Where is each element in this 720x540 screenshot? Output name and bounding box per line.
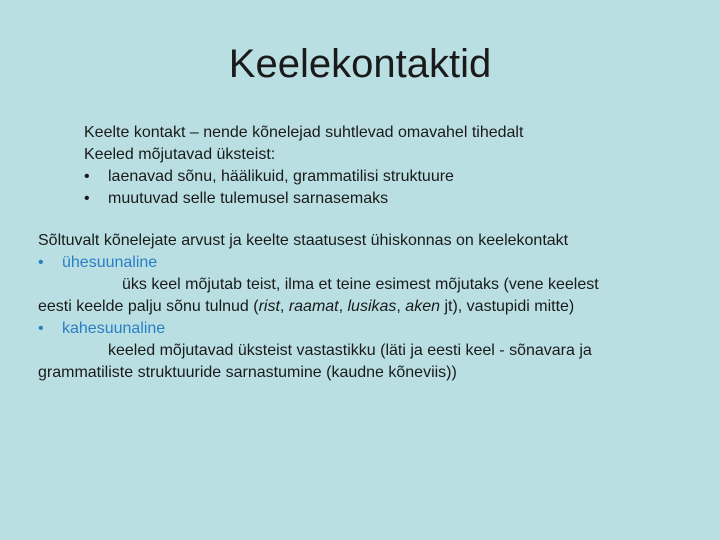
type-description-cont [38,296,668,318]
bullet-icon: • [84,168,90,185]
types-intro: Sõltuvalt kõnelejate arvust ja keelte staatusest ühiskonnas on keelekontakt [38,232,569,249]
type-description: keeled mõjutavad üksteist vastastikku (läti ja eesti keel - sõnavara ja [108,342,592,359]
bullet-text: muutuvad selle tulemusel sarnasemaks [108,190,389,207]
example-word: aken [405,298,440,315]
bullet-item [84,188,684,210]
type-label: ühesuunaline [62,254,158,271]
type-two-way [38,318,668,340]
definition-block [84,122,684,210]
slide-title: Keelekontaktid [228,42,492,86]
text-segment: jt), vastupidi mitte) [440,298,575,315]
type-description-cont: grammatiliste struktuuride sarnastumine (kaudne kõneviis)) [38,364,457,381]
bullet-item [84,166,684,188]
influence-line: Keeled mõjutavad üksteist: [84,146,276,163]
text-segment: eesti keelde palju sõnu tulnud ( [38,298,259,315]
type-one-way [38,252,668,274]
separator: , [279,298,289,315]
separator: , [396,298,406,315]
definition-line: Keelte kontakt – nende kõnelejad suhtlevad omavahel tihedalt [84,124,524,141]
type-label: kahesuunaline [62,320,166,337]
bullet-icon: • [84,190,90,207]
example-word: lusikas [347,298,397,315]
bullet-icon: • [38,254,44,271]
bullet-icon: • [38,320,44,337]
types-block [38,230,668,384]
bullet-text: laenavad sõnu, häälikuid, grammatilisi struktuure [108,168,454,185]
separator: , [338,298,348,315]
type-description: üks keel mõjutab teist, ilma et teine esimest mõjutaks (vene keelest [122,276,599,293]
example-word: raamat [288,298,339,315]
example-word: rist [258,298,280,315]
